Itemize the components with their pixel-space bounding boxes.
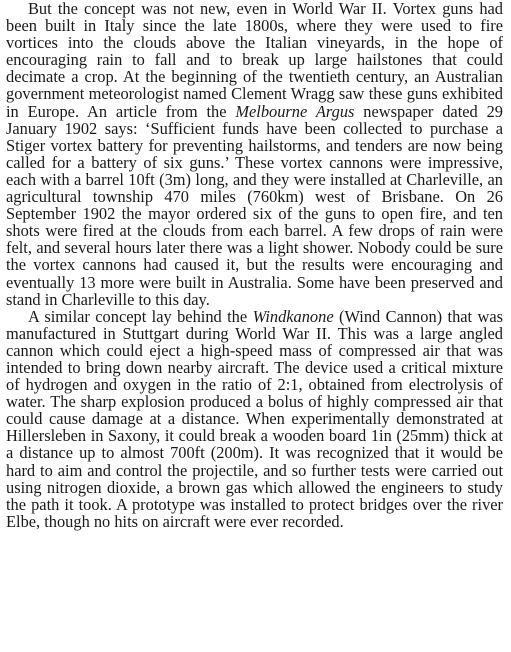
text-segment: newspaper dated 29 January 1902 says: ‘Sufficient funds have been collected to purchase a Stiger vortex battery for preventing hailstorms, and tenders are now being called for a battery of six guns.’ These vortex cannons were impressive, each with a barrel 10ft (3m) long, and they were installed at Charleville, an agricultural township 470 miles (760km) west of Brisbane. On 26 September 1902 the mayor ordered six of the guns to open fire, and ten shots were fired at the clouds from each barrel. A few drops of rain were felt, and several hours later there was a light shower. Nobody could be sure the vortex cannons had caused it, but the results were encouraging and eventually 13 more were built in Australia. Some have been preserved and stand in Charleville to this day. bbox=[6, 101, 503, 309]
text-segment: But the concept was not new, even in World War II. Vortex guns had been built in Italy since the late 1800s, where they were used to fire vortices into the clouds above the Italian vineyards, in the hope of encouraging rain to fall and to break up large hailstones that could decimate a crop. At the beginning of the twentieth century, an Australian government meteorologist named Clement Wragg saw these guns exhibited in Europe. An article from the bbox=[6, 0, 503, 121]
italic-newspaper-title: Melbourne Argus bbox=[235, 101, 355, 121]
text-segment: (Wind Cannon) that was manufactured in Stuttgart during World War II. This was a large angled cannon which could eject a high-speed mass of compressed air that was intended to bring down nearby aircraft. The device used a critical mixture of hydrogen and oxygen in the ratio of 2:1, obtained from electrolysis of water. The sharp explosion produced a bolus of highly compressed air that could cause damage at a distance. When experimentally demonstrated at Hillersleben in Saxony, it could break a wooden board 1in (25mm) thick at a distance up to almost 700ft (200m). It was recognized that it would be hard to aim and control the projectile, and so further tests were carried out using nitrogen dioxide, a brown gas which allowed the engineers to study the path it took. A prototype was installed to protect bridges over the river Elbe, though no hits on aircraft were ever recorded. bbox=[6, 306, 504, 531]
italic-weapon-name: Windkanone bbox=[252, 306, 334, 326]
text-segment: A similar concept lay behind the bbox=[28, 306, 253, 326]
paragraph-windkanone bbox=[6, 308, 503, 530]
paragraph-vortex-guns bbox=[6, 0, 503, 308]
